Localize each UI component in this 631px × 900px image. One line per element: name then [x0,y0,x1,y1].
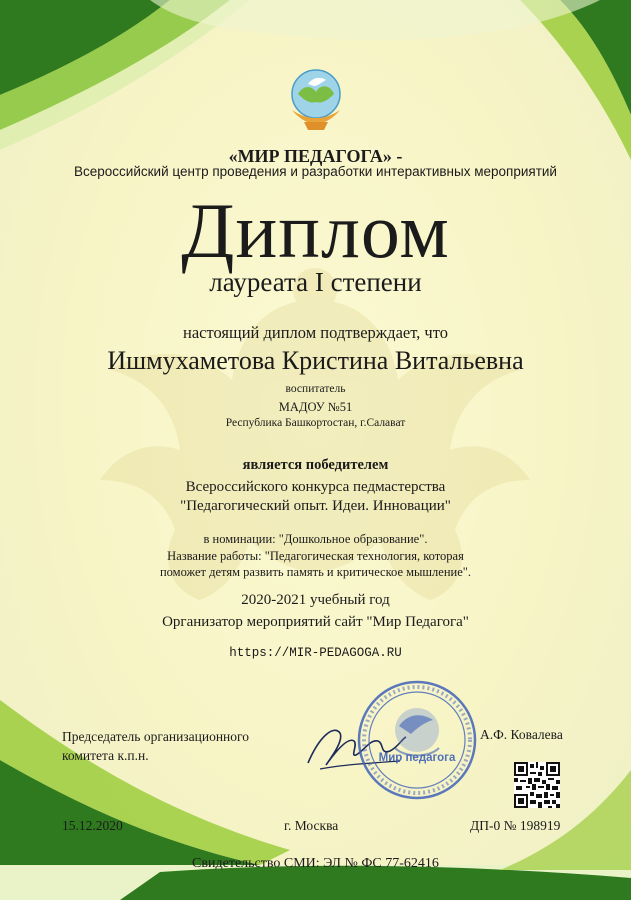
chairman-line-2: комитета к.п.н. [62,748,149,763]
diploma-degree: лауреата I степени [209,267,422,297]
signer-name: А.Ф. Ковалева [480,727,563,742]
work-title [0,548,631,580]
organization-name: «МИР ПЕДАГОГА» - [228,146,403,166]
organizer: Организатор мероприятий сайт "Мир Педагога" [162,614,469,630]
contest-line-2: "Педагогический опыт. Идеи. Инновации" [180,498,451,514]
globe-dove-logo-icon [284,64,348,136]
nomination: в номинации: "Дошкольное образование". [203,532,428,546]
media-registration: Свидетельство СМИ: ЭЛ № ФС 77-62416 [192,856,439,871]
recipient-position: воспитатель [285,383,346,395]
chairman-line-1: Председатель организационного [62,729,249,744]
organization-stamp-icon [355,678,479,802]
organization-subtitle: Всероссийский центр проведения и разработки интерактивных мероприятий [74,164,557,179]
recipient-name: Ишмухаметова Кристина Витальевна [107,346,524,375]
issue-city: г. Москва [284,818,339,833]
website-url: https://MIR-PEDAGOGA.RU [229,646,402,660]
confirm-text: настоящий диплом подтверждает, что [183,323,448,342]
chairman-title [62,727,249,765]
work-line-1: Название работы: "Педагогическая технология, которая [167,549,464,563]
stamp-text: Мир педагога [378,752,456,764]
recipient-region: Республика Башкортостан, г.Салават [225,417,406,429]
academic-year: 2020-2021 учебный год [241,592,390,608]
diploma-title: Диплом [181,187,450,274]
qr-code-icon [514,762,560,808]
contest-line-1: Всероссийского конкурса педмастерства [185,479,446,495]
winner-text: является победителем [242,457,389,473]
issue-date: 15.12.2020 [62,818,123,833]
work-line-2: поможет детям развить память и критическое мышление". [159,565,471,579]
recipient-institution: МАДОУ №51 [278,400,353,414]
contest-name [0,478,631,516]
diploma-number: ДП-0 № 198919 [470,818,561,833]
